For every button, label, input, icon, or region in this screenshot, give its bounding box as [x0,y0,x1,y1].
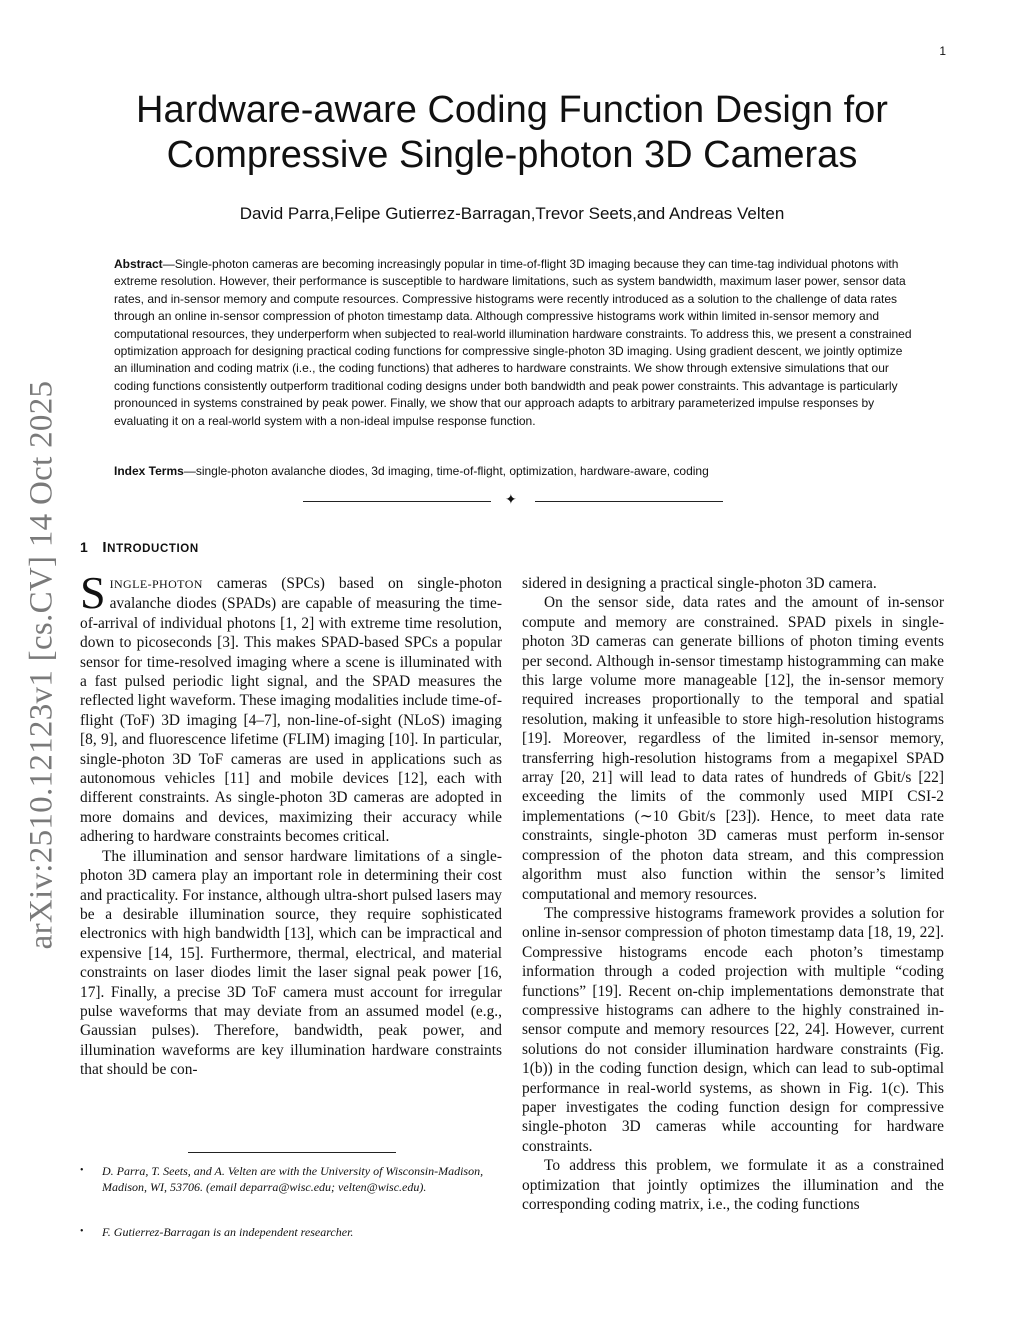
index-terms [114,463,914,480]
divider-rule-right [535,501,723,502]
index-terms-text: —single-photon avalanche diodes, 3d imaging, time-of-flight, optimization, hardware-aware, coding [183,464,709,478]
footnote-bullet: • [80,1165,84,1176]
index-terms-label: Index Terms [114,464,184,478]
body-column-left [80,567,502,1080]
footnote-affiliation [80,1163,502,1195]
intro-paragraph-1 [80,567,502,847]
right-paragraph-continuation: sidered in designing a practical single-photon 3D camera. [522,575,877,592]
divider-rule-left [303,501,491,502]
section-divider [303,492,723,508]
abstract [114,256,914,430]
section-title-initial: I [102,539,108,556]
section-number: 1 [80,539,89,555]
footnote-rule [188,1152,396,1153]
abstract-text: —Single-photon cameras are becoming increasingly popular in time-of-flight 3D imaging because they can time-tag individual photons with extreme resolution. However, their performance is susceptible to hardware limitations, such as system bandwidth, maximum laser power, sensor data rates, and in-sensor memory and compute resources. Compressive histograms were recently introduced as a solution to the challenge of data rates through an online in-sensor compression of photon timestamp data. Although compressive histograms work within limited in-sensor memory and computational resources, they underperform when subjected to real-world illumination hardware constraints. To address this, we present a constrained optimization approach for designing practical coding functions for compressive single-photon 3D imaging. Using gradient descent, we jointly optimize an illumination and coding matrix (i.e., the coding functions) that adheres to hardware constraints. We show through extensive simulations that our coding functions consistently outperform traditional coding designs under both bandwidth and peak power constraints. This advantage is particularly pronounced in systems constrained by peak power. Finally, we show that our approach adapts to arbitrary parameterized impulse responses by evaluating it on a real-world system with a non-ideal impulse response function. [114,257,912,428]
arxiv-identifier-stamp: arXiv:2510.12123v1 [cs.CV] 14 Oct 2025 [23,380,60,950]
page-number: 1 [939,44,946,58]
footnote-text: F. Gutierrez-Barragan is an independent researcher. [102,1225,354,1239]
intro-paragraph-2: The illumination and sensor hardware limitations of a single-photon 3D camera play an important role in determining their cost and practicality. For instance, although ultra-short pulsed lasers may be a desirable illumination source, they require sophisticated electronics with high bandwidth [13], which can be impractical and expensive [14, 15]. Furthermore, thermal, electrical, and material constraints on laser diodes limit the laser signal peak power [16, 17]. Finally, a precise 3D ToF camera must account for irregular pulse waveforms that may deviate from an assumed model (e.g., Gaussian pulses). Therefore, bandwidth, peak power, and illumination waveforms are key illumination hardware constraints that should be con- [80,847,502,1079]
section-title-rest: NTRODUCTION [107,543,199,555]
right-paragraph-compressive: The compressive histograms framework provides a solution for online in-sensor compression of photon timestamp data [18, 19, 22]. Compressive histograms encode each photon’s timestamp information through a coded projection with multiple “coding functions” [19]. Recent on-chip implementations demonstrate that compressive histograms can adhere to the highly constrained in-sensor compute and memory resources [22, 24]. However, current solutions do not consider illumination hardware constraints (Fig. 1(b)) in the coding function design, which can lead to sub-optimal performance in real-world systems, as shown in Fig. 1(c). This paper investigates the coding function design for compressive single-photon 3D cameras while accounting for hardware constraints. [522,904,944,1155]
section-heading-introduction [80,539,199,556]
footnote-independent [80,1224,502,1240]
small-caps-lead: INGLE-PHOTON [109,577,203,591]
footnote-text: D. Parra, T. Seets, and A. Velten are with the University of Wisconsin-Madison, Madison, WI, 53706. (email deparra@wisc.edu; velten@wisc.edu). [102,1164,484,1194]
abstract-label: Abstract [114,257,163,271]
body-column-right [522,574,944,1214]
drop-cap: S [80,567,106,618]
divider-ornament-icon: ✦ [505,492,517,508]
right-paragraph-approach: To address this problem, we formulate it as a constrained optimization that jointly optimizes the illumination and the corresponding coding matrix, i.e., the coding functions [522,1157,944,1213]
right-paragraph-sensor: On the sensor side, data rates and the amount of in-sensor compute and memory are constrained. SPAD pixels in single-photon 3D cameras can generate billions of photon timing events per second. Although in-sensor timestamp histogramming can make this large volume more manageable [12], the in-sensor memory required increases proportionally to the temporal and spatial resolution, making it unfeasible to store high-resolution histograms [19]. Moreover, regardless of the limited in-sensor memory, transferring high-resolution histograms from a megapixel SPAD array [20, 21] will lead to data rates of hundreds of Gbit/s [22] exceeding the limits of the commonly used MIPI CSI-2 implementations (∼10 Gbit/s [23]). Hence, to meet data rate constraints, single-photon 3D cameras must perform in-sensor compression of the photon data stream, and this compression algorithm must also function within the sensor’s limited computational and memory resources. [522,594,944,903]
paper-title: Hardware-aware Coding Function Design for Compressive Single-photon 3D Cameras [136,89,888,176]
intro-paragraph-1-text: cameras (SPCs) based on single-photon avalanche diodes (SPADs) are capable of measuring the time-of-arrival of individual photons [1, 2] with extreme time resolution, down to picoseconds [3]. This makes SPAD-based SPCs a popular sensor for time-resolved imaging where a scene is illuminated with a fast pulsed periodic light signal, and the SPAD measures the reflected light waveform. These imaging modalities include time-of-flight (ToF) 3D imaging [4–7], non-line-of-sight (NLoS) imaging [8, 9], and fluorescence lifetime (FLIM) imaging [10]. In particular, single-photon 3D ToF cameras are used in applications such as autonomous vehicles [11] and mobile devices [12], each with different constraints. As single-photon 3D cameras are adopted in more domains and devices, maximizing their accuracy while adhering to hardware constraints becomes critical. [80,575,502,846]
footnote-bullet: • [80,1226,84,1237]
author-list: David Parra,Felipe Gutierrez-Barragan,Trevor Seets,and Andreas Velten [239,204,785,223]
